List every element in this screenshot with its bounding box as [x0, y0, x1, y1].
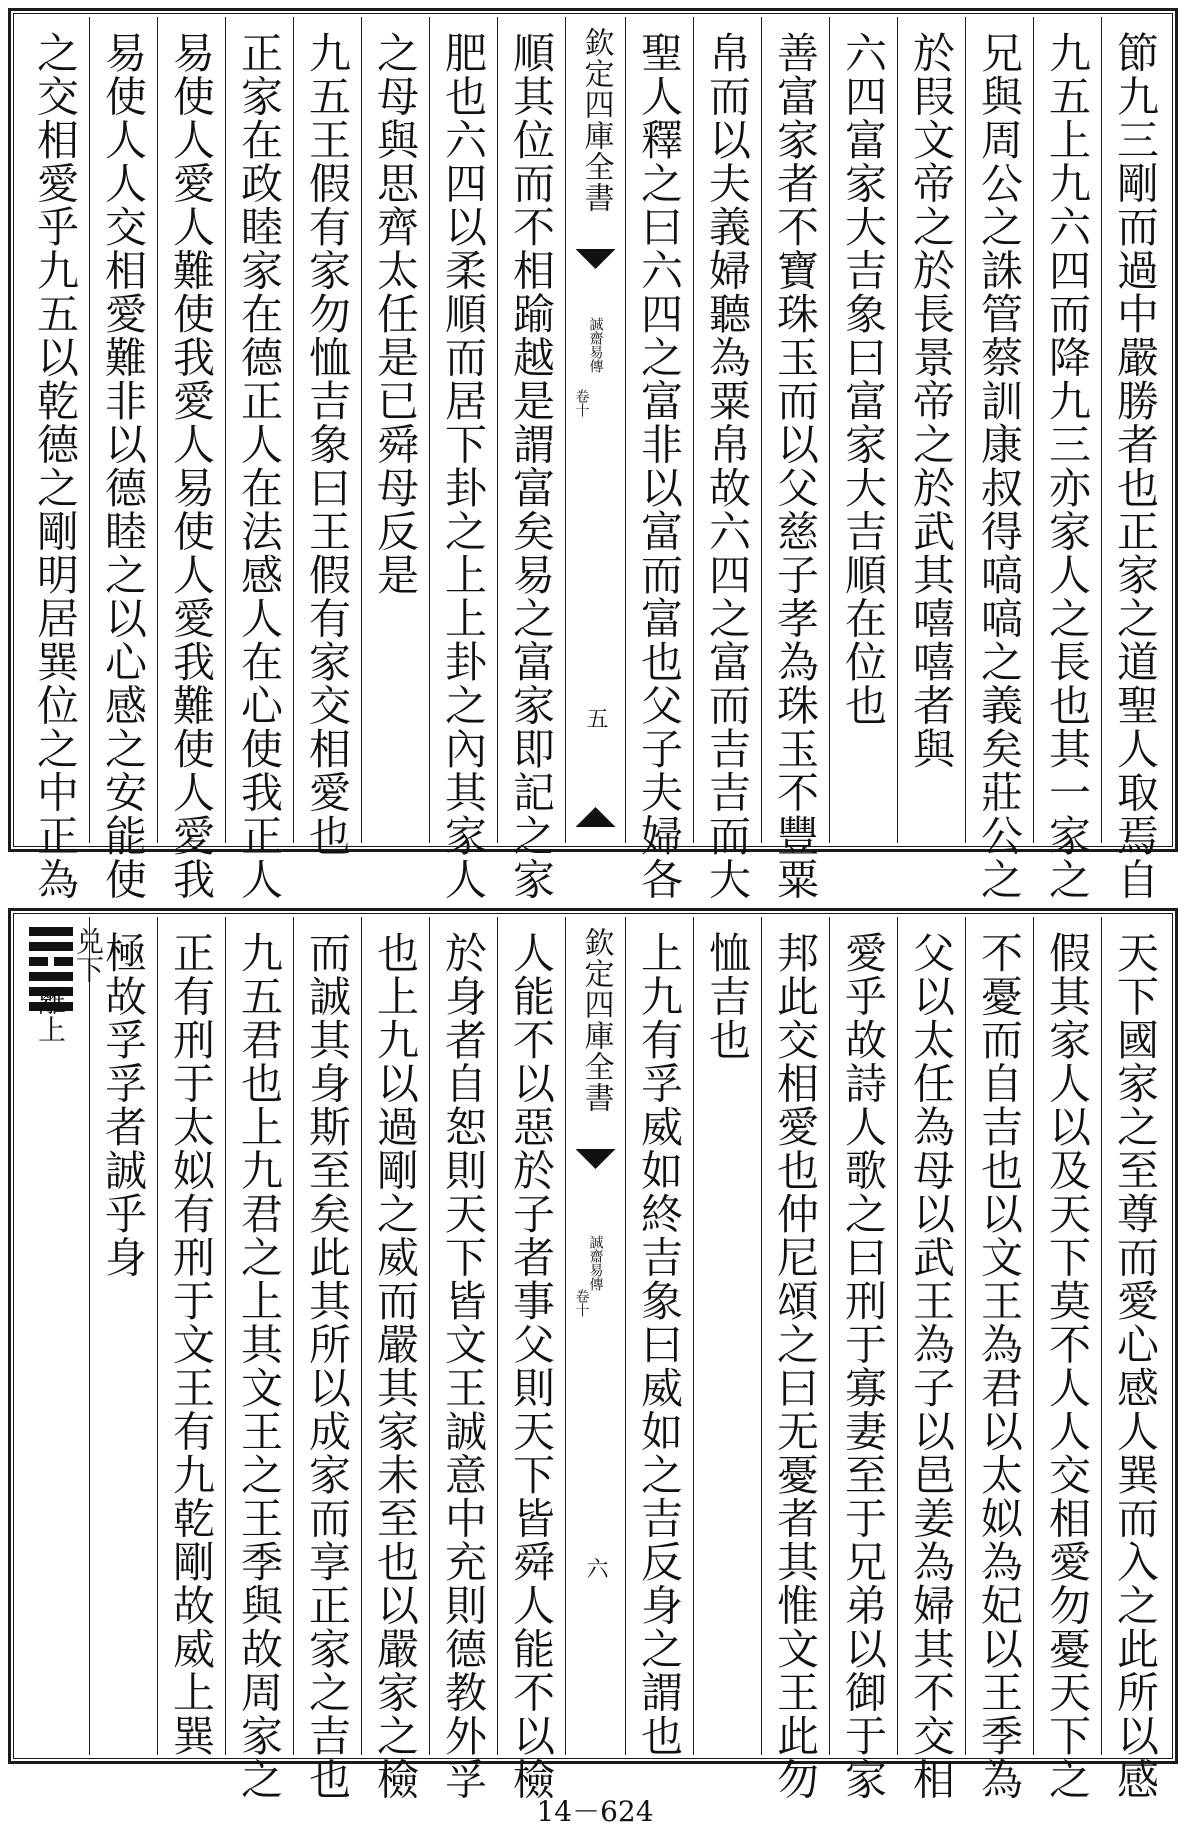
column-text: 於叚文帝之於長景帝之於武其嘻嘻者與 — [907, 31, 956, 771]
text-column — [1101, 917, 1169, 1801]
column-text: 天下國家之至尊而愛心感人巽而入之此所以感 — [1111, 931, 1160, 1801]
text-column — [965, 917, 1033, 1801]
column-text: 也上九以過剛之威而嚴其家未至也以嚴家之檢 — [371, 931, 420, 1801]
yang-line — [29, 927, 73, 936]
column-text: 九五王假有家勿恤吉象曰王假有家交相愛也 — [303, 31, 352, 858]
column-text: 人能不以惡於子者事父則天下皆舜人能不以檢 — [507, 931, 556, 1801]
column-text: 易使人愛人難使我愛人易使人愛我難使人愛我 — [167, 31, 216, 901]
text-column — [1101, 17, 1169, 901]
bottom-page — [8, 908, 1178, 1801]
column-text: 父以太任為母以武王為子以邑姜為婦其不交相 — [907, 931, 956, 1801]
text-column — [829, 17, 897, 843]
column-text: 極故孚孚者誠乎身 — [99, 931, 148, 1279]
column-text: 九五上九六四而降九三亦家人之長也其一家之 — [1043, 31, 1092, 901]
folio-number: 14－624 — [536, 1795, 654, 1828]
column-text: 恤吉也 — [703, 931, 752, 1062]
text-column — [761, 917, 829, 1801]
page-number: 六 — [583, 1557, 608, 1579]
column-text: 肥也六四以柔順而居下卦之上上卦之內其家人 — [439, 31, 488, 901]
bottom-columns — [17, 917, 1169, 1801]
yang-line — [29, 942, 73, 951]
column-text: 易使人人交相愛難非以德睦之以心感之安能使 — [99, 31, 148, 901]
yang-line — [29, 972, 73, 981]
text-column — [21, 17, 89, 901]
text-column — [361, 917, 429, 1801]
column-text: 上九有孚威如終吉象曰威如之吉反身之謂也 — [635, 931, 684, 1758]
column-text: 於身者自恕則天下皆文王誠意中充則德教外孚 — [439, 931, 488, 1801]
text-column — [157, 917, 225, 1758]
fish-tail-mark — [576, 807, 616, 827]
column-text: 不憂而自吉也以文王為君以太姒為妃以王季為 — [975, 931, 1024, 1801]
yin-line — [29, 957, 73, 966]
center-band — [565, 17, 625, 843]
book-title: 欽定四庫全書 — [578, 27, 614, 213]
text-column — [89, 917, 157, 1755]
text-column — [693, 917, 761, 1755]
text-column — [293, 917, 361, 1801]
hexagram-column — [21, 917, 105, 1755]
column-text: 兄與周公之誅管蔡訓康叔得嗃嗃之義矣莊公之 — [975, 31, 1024, 901]
source-title: 誠齋易傳 — [587, 1235, 604, 1291]
hexagram-label-upper: 離上 — [34, 987, 67, 1043]
text-column — [497, 17, 565, 901]
text-column — [625, 917, 693, 1758]
text-column — [625, 17, 693, 901]
text-column — [293, 17, 361, 858]
text-column — [897, 917, 965, 1801]
column-text: 六四富家大吉象曰富家大吉順在位也 — [839, 31, 888, 727]
text-column — [829, 917, 897, 1801]
text-column — [497, 917, 565, 1801]
top-page — [8, 8, 1178, 901]
page-number: 五 — [583, 707, 608, 729]
column-text: 假其家人以及天下莫不人人交相愛勿憂天下之 — [1043, 931, 1092, 1801]
column-text: 善富家者不寶珠玉而以父慈子孝為珠玉不豐粟 — [771, 31, 820, 901]
column-text: 正家在政睦家在德正人在法感人在心使我正人 — [235, 31, 284, 901]
text-column — [361, 17, 429, 843]
fish-tail-mark — [576, 1149, 616, 1169]
top-columns — [17, 17, 1169, 901]
text-column — [429, 917, 497, 1801]
column-text: 聖人釋之曰六四之富非以富而富也父子夫婦各 — [635, 31, 684, 901]
fish-tail-mark — [576, 249, 616, 269]
text-column — [693, 17, 761, 901]
hexagram-label-lower: 兑下 — [72, 927, 105, 983]
column-text: 九五君也上九君之上其文王之王季與故周家之 — [235, 931, 284, 1801]
column-text: 邦此交相愛也仲尼頌之曰无憂者其惟文王此勿 — [771, 931, 820, 1801]
volume-label: 卷十 — [573, 389, 590, 417]
text-column — [429, 17, 497, 901]
column-text: 帛而以夫義婦聽為粟帛故六四之富而吉吉而大 — [703, 31, 752, 901]
column-text: 節九三剛而過中嚴勝者也正家之道聖人取焉自 — [1111, 31, 1160, 901]
column-text: 愛乎故詩人歌之曰刑于寡妻至于兄弟以御于家 — [839, 931, 888, 1801]
column-text: 順其位而不相踰越是謂富矣易之富家即記之家 — [507, 31, 556, 901]
text-column — [225, 917, 293, 1801]
text-column — [157, 17, 225, 901]
book-title: 欽定四庫全書 — [578, 927, 614, 1113]
column-text: 之交相愛乎九五以乾德之剛明居巽位之中正為 — [31, 31, 80, 901]
column-text: 之母與思齊太任是已舜母反是 — [371, 31, 420, 597]
text-column — [1033, 917, 1101, 1801]
column-text: 而誠其身斯至矣此其所以成家而享正家之吉也 — [303, 931, 352, 1801]
center-band — [565, 917, 625, 1755]
column-text: 正有刑于太姒有刑于文王有九乾剛故威上巽 — [167, 931, 216, 1758]
text-column — [1033, 17, 1101, 901]
text-column — [897, 17, 965, 843]
source-title: 誠齋易傳 — [587, 317, 604, 373]
text-column — [89, 17, 157, 901]
text-column — [965, 17, 1033, 901]
volume-label: 卷十 — [573, 1289, 590, 1317]
text-column — [761, 17, 829, 901]
text-column — [225, 17, 293, 901]
